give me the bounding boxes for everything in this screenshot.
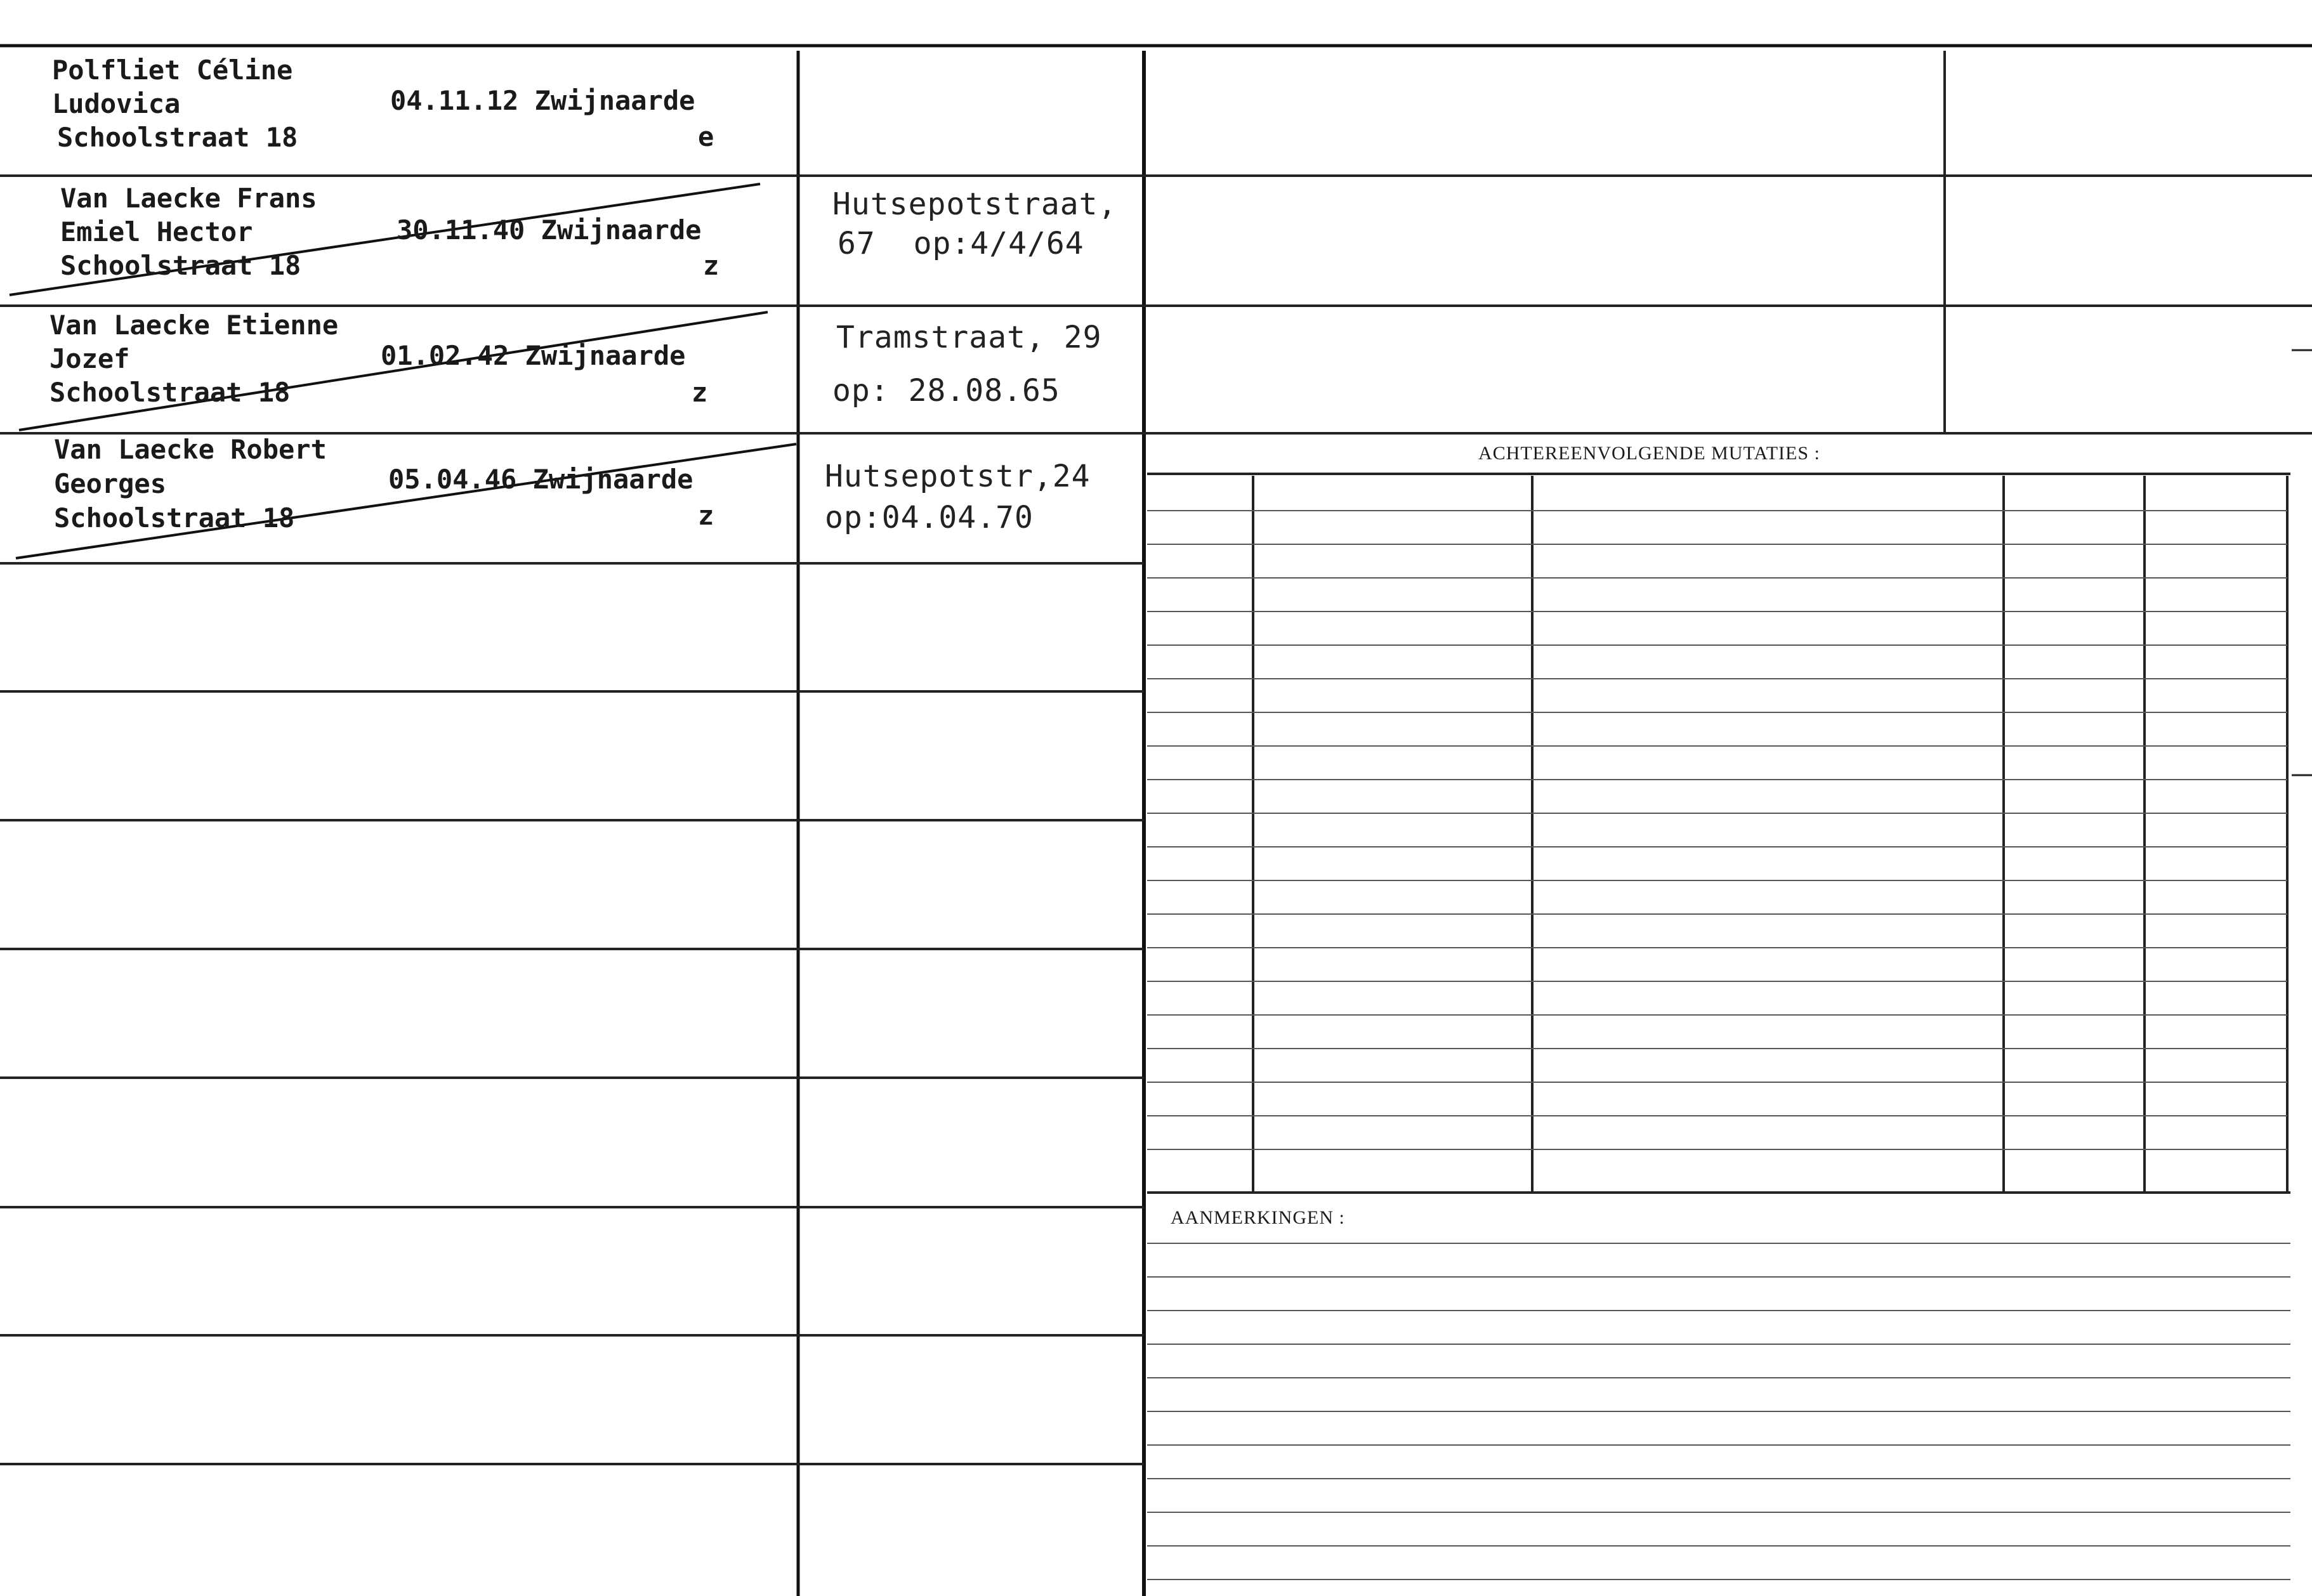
- person-address: Schoolstraat 18: [49, 377, 291, 408]
- moved-address-line1: Tramstraat, 29: [836, 320, 1102, 355]
- person-name-line2: Ludovica: [52, 88, 181, 119]
- moved-address-line1: Hutsepotstraat,: [832, 186, 1117, 222]
- mutations-title: ACHTEREENVOLGENDE MUTATIES :: [1478, 443, 1820, 464]
- person-name-line1: Van Laecke Robert: [54, 434, 327, 465]
- moved-address-line2: op: 28.08.65: [832, 373, 1060, 409]
- person-birth: 30.11.40 Zwijnaarde: [397, 214, 702, 245]
- person-name-line1: Polfliet Céline: [52, 55, 293, 86]
- person-name-line2: Georges: [54, 468, 167, 499]
- person-birth: 01.02.42 Zwijnaarde: [381, 340, 686, 371]
- person-birth: 05.04.46 Zwijnaarde: [388, 464, 693, 495]
- remarks-title: AANMERKINGEN :: [1171, 1207, 1345, 1228]
- moved-address-line2: 67 op:4/4/64: [837, 226, 1084, 261]
- person-birth: 04.11.12 Zwijnaarde: [390, 85, 695, 116]
- person-name-line2: Emiel Hector: [60, 216, 253, 247]
- person-relation: z: [698, 500, 714, 531]
- person-address: Schoolstraat 18: [60, 250, 301, 281]
- moved-address-line2: op:04.04.70: [825, 500, 1034, 535]
- person-address: Schoolstraat 18: [57, 122, 298, 153]
- person-relation: z: [703, 250, 719, 281]
- person-address: Schoolstraat 18: [54, 502, 295, 533]
- person-relation: z: [692, 377, 708, 408]
- person-name-line1: Van Laecke Etienne: [49, 310, 339, 341]
- person-name-line2: Jozef: [49, 343, 130, 374]
- moved-address-line1: Hutsepotstr,24: [825, 459, 1091, 494]
- person-name-line1: Van Laecke Frans: [60, 183, 317, 214]
- person-relation: e: [698, 121, 714, 152]
